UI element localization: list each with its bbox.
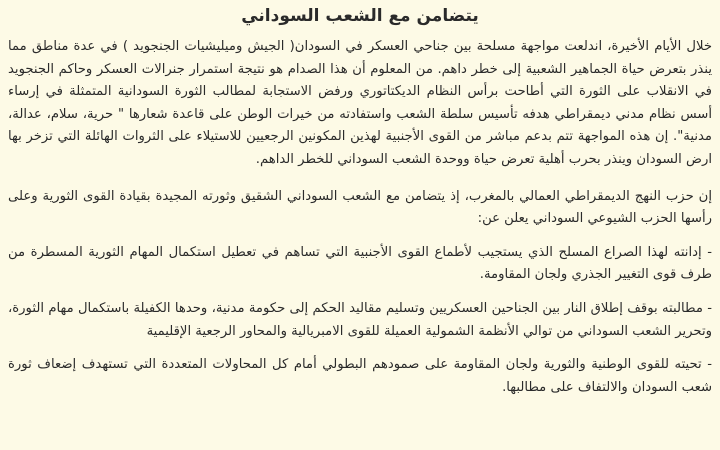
paragraph-salute: - تحيته للقوى الوطنية والثورية ولجان المقاومة على صمودهم البطولي أمام كل المحاولات المتعددة التي تستهدف إضعاف ثورة شعب السودان والالتفاف على مطالبها. xyxy=(8,357,712,395)
paragraph-ceasefire-demand: - مطالبته بوقف إطلاق النار بين الجناحين العسكريين وتسليم مقاليد الحكم إلى حكومة مدنية، وحدها الكفيلة باستكمال مهام الثورة، وتحرير الشعب السوداني من توالي الأنظمة الشمولية العميلة للقوى الامبريالية والمحاور الرجعية الإقليمية xyxy=(8,300,712,339)
paragraph-condemnation: - إدانته لهذا الصراع المسلح الذي يستجيب لأطماع القوى الأجنبية التي تساهم في تعطيل استكمال المهام الثورية المسطرة من طرف قوى التغيير الجذري ولجان المقاومة. xyxy=(8,244,712,283)
paragraph-intro: خلال الأيام الأخيرة، اندلعت مواجهة مسلحة بين جناحي العسكر في السودان( الجيش وميليشيات الجنجويد ) في عدة مناطق مما ينذر بتعرض حياة الجماهير الشعبية إلى خطر داهم. من المعلوم أن هذا الصدام هو نتيجة استمرار جنرالات العسكر وحاكم الجنجويد في الانقلاب على الثورة التي أطاحت برأس النظام الديكتاتوري ورفض الاستجابة لمطالب الثورة السودانية المتمثلة في إرساء أسس نظام مدني ديمقراطي هدفه تأسيس سلطة الشعب واستفادته من خيرات الوطن على قاعدة شعارها " حرية، سلام، عدالة، مدنية". إن هذه المواجهة تتم بدعم مباشر من القوى الأجنبية لهذين المكونين الرجعيين للاستيلاء على الثروات الهائلة التي تزخر بها ارض السودان وينذر بحرب أهلية تعرض حياة ووحدة الشعب السوداني للخطر الداهم. xyxy=(8,39,712,167)
document-title: يتضامن مع الشعب السوداني xyxy=(241,6,479,26)
paragraph-declaration: إن حزب النهج الديمقراطي العمالي بالمغرب، إذ يتضامن مع الشعب السوداني الشقيق وثورته المجيدة بقيادة القوى الثورية وعلى رأسها الحزب الشيوعي السوداني يعلن عن: xyxy=(8,188,712,227)
document-body xyxy=(8,36,712,410)
